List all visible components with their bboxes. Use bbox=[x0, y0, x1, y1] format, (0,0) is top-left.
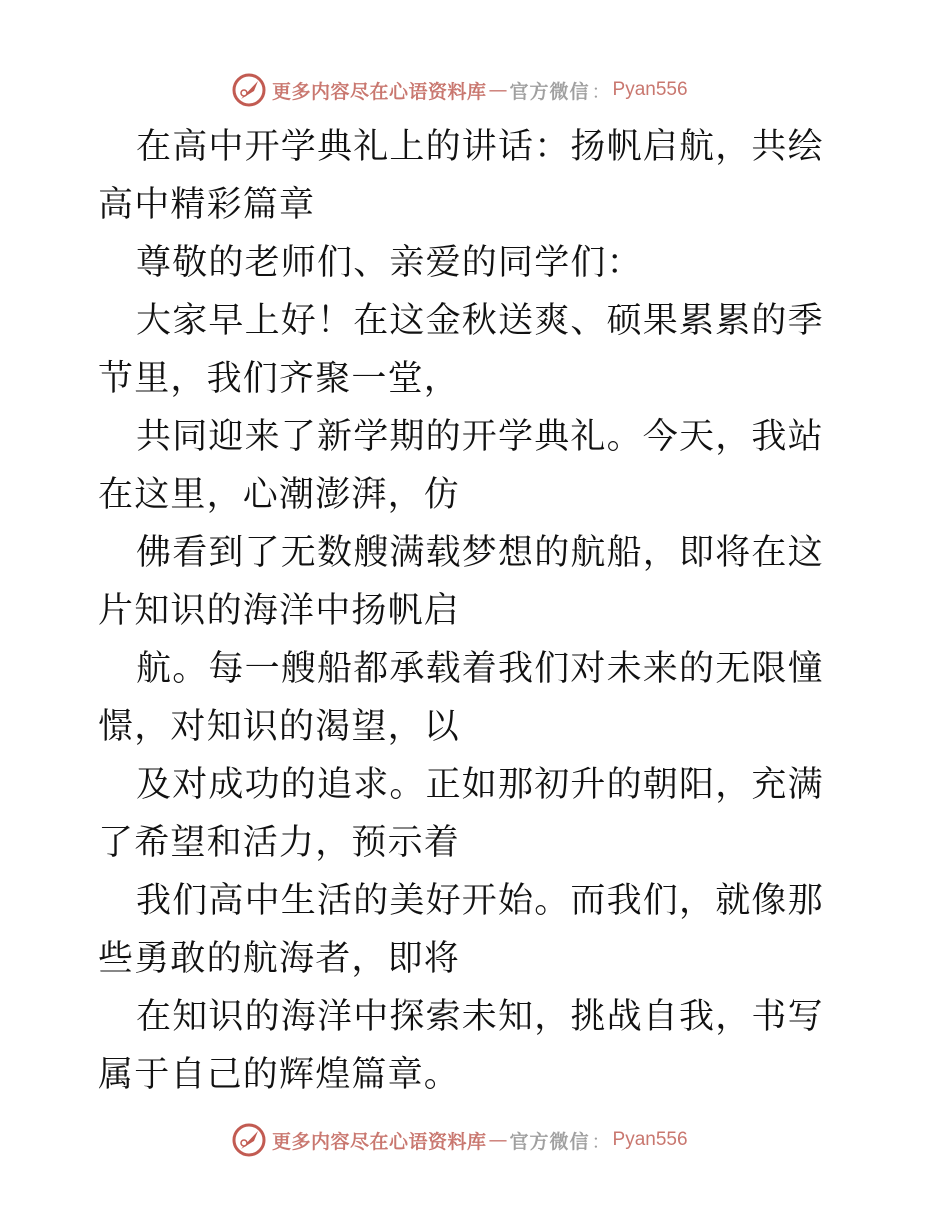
watermark-dash: — bbox=[488, 1129, 508, 1151]
watermark-banner-bottom bbox=[232, 1122, 712, 1158]
watermark-separator: ： bbox=[591, 1130, 611, 1153]
paragraph: 在知识的海洋中探索未知，挑战自我，书写属于自己的辉煌篇章。 bbox=[98, 997, 824, 1095]
paragraph: 及对成功的追求。正如那初升的朝阳，充满了希望和活力，预示着 bbox=[98, 765, 824, 863]
quill-logo-icon bbox=[232, 1123, 266, 1157]
watermark-banner-top bbox=[232, 72, 712, 108]
watermark-id: Pyan556 bbox=[612, 79, 688, 100]
watermark-id: Pyan556 bbox=[612, 1129, 688, 1150]
watermark-separator: ： bbox=[591, 80, 611, 103]
document-body bbox=[98, 118, 858, 1104]
paragraph: 航。每一艘船都承载着我们对未来的无限憧憬，对知识的渴望，以 bbox=[98, 649, 824, 747]
watermark-label: 官方微信 bbox=[509, 1130, 590, 1153]
document-title: 在高中开学典礼上的讲话：扬帆启航，共绘高中精彩篇章 bbox=[98, 127, 824, 225]
watermark-label: 官方微信 bbox=[509, 80, 590, 103]
paragraph: 我们高中生活的美好开始。而我们，就像那些勇敢的航海者，即将 bbox=[98, 881, 824, 979]
paragraph: 佛看到了无数艘满载梦想的航船，即将在这片知识的海洋中扬帆启 bbox=[98, 533, 824, 631]
watermark-text: 更多内容尽在心语资料库 bbox=[272, 80, 487, 103]
salutation: 尊敬的老师们、亲爱的同学们： bbox=[136, 243, 643, 283]
paragraph: 大家早上好！在这金秋送爽、硕果累累的季节里，我们齐聚一堂， bbox=[98, 301, 824, 399]
watermark-dash: — bbox=[488, 79, 508, 101]
paragraph: 共同迎来了新学期的开学典礼。今天，我站在这里，心潮澎湃，仿 bbox=[98, 417, 824, 515]
watermark-text: 更多内容尽在心语资料库 bbox=[272, 1130, 487, 1153]
quill-logo-icon bbox=[232, 73, 266, 107]
